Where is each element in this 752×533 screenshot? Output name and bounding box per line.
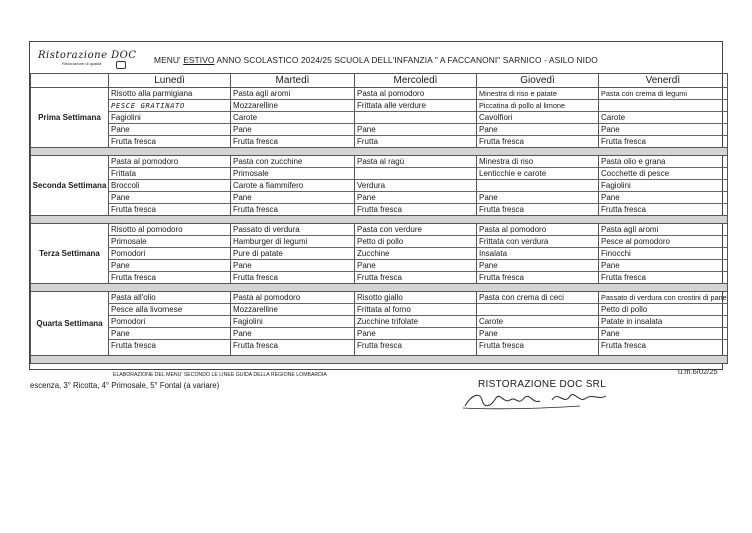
- week-row: [31, 224, 728, 284]
- menu-item: Minestra di riso e patate: [477, 88, 598, 100]
- week-separator: [31, 356, 728, 364]
- day-header-row: [31, 74, 728, 88]
- menu-item: Pane: [599, 124, 727, 136]
- menu-item: Carote: [599, 112, 727, 124]
- menu-item: [599, 100, 727, 112]
- menu-cell: [477, 88, 599, 148]
- week-row: [31, 156, 728, 216]
- menu-item: Pesce alla livornese: [109, 304, 230, 316]
- menu-table: [30, 73, 728, 364]
- week-label: Quarta Settimana: [31, 292, 109, 356]
- menu-item: Frutta fresca: [479, 205, 524, 214]
- menu-item: Frittata: [109, 168, 230, 180]
- menu-item: Pomodori: [109, 316, 230, 328]
- menu-cell: [355, 292, 477, 356]
- page-title: [154, 55, 598, 65]
- menu-item: Frutta fresca: [111, 205, 156, 214]
- menu-item: Frutta fresca: [601, 137, 646, 146]
- menu-item: Fagiolini: [599, 180, 727, 192]
- menu-item: Passato di verdura con crostini di pane: [601, 293, 727, 302]
- menu-cell: [355, 88, 477, 148]
- menu-item: Carote: [477, 316, 598, 328]
- menu-item: Pane: [355, 192, 476, 204]
- menu-cell: [231, 292, 355, 356]
- menu-item: Zucchine trifolate: [355, 316, 476, 328]
- menu-item: Lenticchie e carote: [477, 168, 598, 180]
- menu-item: Pasta con verdure: [355, 224, 476, 236]
- title-part: MENU': [154, 55, 184, 65]
- menu-item: Pasta agli aromi: [231, 88, 354, 100]
- menu-item: Frutta fresca: [111, 341, 156, 350]
- company-logo: [38, 50, 148, 74]
- menu-item: Broccoli: [109, 180, 230, 192]
- menu-item: Pane: [477, 124, 598, 136]
- menu-item: [355, 168, 476, 180]
- menu-item: Petto di pollo: [599, 304, 727, 316]
- menu-item: Pane: [599, 328, 727, 340]
- menu-item: Frittata alle verdure: [355, 100, 476, 112]
- menu-cell: [477, 156, 599, 216]
- menu-item: Frutta fresca: [601, 205, 646, 214]
- menu-cell: [599, 156, 728, 216]
- week-separator: [31, 148, 728, 156]
- company-stamp: RISTORAZIONE DOC SRL: [478, 379, 607, 390]
- menu-item: Hamburger di legumi: [231, 236, 354, 248]
- title-part: SCOLASTICO 2024/25 SCUOLA DELL'INFANZIA " A FACCANONI" SARNICO - ASILO NIDO: [243, 55, 598, 65]
- menu-item: Minestra di riso: [477, 156, 598, 168]
- menu-item: Pane: [477, 260, 598, 272]
- menu-cell: [599, 224, 728, 284]
- day-header: Giovedì: [477, 74, 599, 88]
- corner-cell: [31, 74, 109, 88]
- menu-item: Frutta fresca: [479, 273, 524, 282]
- menu-item: Frutta fresca: [357, 205, 402, 214]
- menu-item: Pane: [109, 328, 230, 340]
- menu-item: Verdura: [355, 180, 476, 192]
- menu-item: Frutta fresca: [233, 205, 278, 214]
- menu-item: Frutta fresca: [601, 341, 646, 350]
- menu-cell: [355, 224, 477, 284]
- menu-item: [477, 304, 598, 316]
- menu-item: Fagiolini: [231, 316, 354, 328]
- menu-item: Pomodori: [109, 248, 230, 260]
- menu-item: Primosale: [231, 168, 354, 180]
- menu-item: Pane: [599, 260, 727, 272]
- logo-tagline: Ristorazione di qualità: [62, 61, 102, 66]
- menu-item: Fagiolini: [109, 112, 230, 124]
- menu-cell: [231, 156, 355, 216]
- menu-cell: [109, 156, 231, 216]
- menu-item: Pasta al ragù: [355, 156, 476, 168]
- menu-item: Pure di patate: [231, 248, 354, 260]
- menu-cell: [477, 224, 599, 284]
- separator-cell: [31, 284, 728, 292]
- menu-item: Carote a fiammifero: [231, 180, 354, 192]
- menu-item: Cavolfiori: [477, 112, 598, 124]
- week-separator: [31, 216, 728, 224]
- menu-item: Mozzarelline: [231, 304, 354, 316]
- menu-item: Cocchette di pesce: [599, 168, 727, 180]
- week-label: Prima Settimana: [31, 88, 109, 148]
- menu-item: Pesce al pomodoro: [599, 236, 727, 248]
- menu-item: Frutta fresca: [233, 341, 278, 350]
- menu-item: Pasta con zucchine: [231, 156, 354, 168]
- separator-cell: [31, 356, 728, 364]
- menu-item: Pane: [355, 124, 476, 136]
- menu-cell: [599, 292, 728, 356]
- menu-item: [477, 180, 598, 192]
- week-label: Seconda Settimana: [31, 156, 109, 216]
- menu-item: Passato di verdura: [231, 224, 354, 236]
- week-row: [31, 292, 728, 356]
- title-part: ANNO: [214, 55, 244, 65]
- menu-cell: [231, 224, 355, 284]
- separator-cell: [31, 148, 728, 156]
- menu-item: Frutta fresca: [479, 341, 524, 350]
- menu-item: Frutta fresca: [357, 273, 402, 282]
- menu-item: Frutta fresca: [233, 137, 278, 146]
- menu-item: Risotto giallo: [355, 292, 476, 304]
- menu-item: Pasta al pomodoro: [109, 156, 230, 168]
- menu-item: Pane: [355, 328, 476, 340]
- menu-item: Pasta al pomodoro: [231, 292, 354, 304]
- menu-cell: [109, 224, 231, 284]
- menu-item: Frutta: [357, 137, 378, 146]
- menu-item: Frittata con verdura: [477, 236, 598, 248]
- menu-item: Zucchine: [355, 248, 476, 260]
- menu-item: Pane: [231, 328, 354, 340]
- day-header: Martedì: [231, 74, 355, 88]
- menu-item: Piccatina di pollo al limone: [477, 100, 598, 112]
- menu-item: Frutta fresca: [601, 273, 646, 282]
- menu-item: Frutta fresca: [111, 273, 156, 282]
- menu-item: Pane: [109, 260, 230, 272]
- menu-item: Mozzarelline: [231, 100, 354, 112]
- menu-item: Carote: [231, 112, 354, 124]
- menu-cell: [599, 88, 728, 148]
- menu-item: Pane: [477, 328, 598, 340]
- day-header: Lunedì: [109, 74, 231, 88]
- menu-cell: [109, 292, 231, 356]
- cheese-rotation-note: escenza, 3° Ricotta, 4° Primosale, 5° Fontal (a variare): [30, 381, 220, 390]
- separator-cell: [31, 216, 728, 224]
- menu-item: Pane: [231, 260, 354, 272]
- menu-item: Petto di pollo: [355, 236, 476, 248]
- guidelines-note: ELABORAZIONE DEL MENU' SECONDO LE LINEE GUIDA DELLA REGIONE LOMBARDIA: [113, 372, 327, 378]
- menu-item: Pane: [599, 192, 727, 204]
- menu-cell: [477, 292, 599, 356]
- menu-item: Finocchi: [599, 248, 727, 260]
- menu-item: Pane: [109, 192, 230, 204]
- day-header: Mercoledì: [355, 74, 477, 88]
- menu-item: Risotto al pomodoro: [109, 224, 230, 236]
- menu-item: Pane: [231, 124, 354, 136]
- logo-name: Ristorazione DOC: [38, 50, 137, 61]
- week-row: [31, 88, 728, 148]
- menu-cell: [355, 156, 477, 216]
- menu-item: Frutta fresca: [357, 341, 402, 350]
- menu-item: Pasta agli aromi: [599, 224, 727, 236]
- menu-item: Risotto alla parmigiana: [109, 88, 230, 100]
- signature: [460, 386, 610, 412]
- menu-item: Pasta con crema di ceci: [477, 292, 598, 304]
- menu-item: Primosale: [109, 236, 230, 248]
- menu-item: Frutta fresca: [111, 137, 156, 146]
- menu-item: Pasta all'olio: [109, 292, 230, 304]
- menu-item: Pasta al pomodoro: [477, 224, 598, 236]
- menu-item: Pane: [231, 192, 354, 204]
- menu-item: Frutta fresca: [479, 137, 524, 146]
- menu-item: [355, 112, 476, 124]
- day-header: Venerdì: [599, 74, 728, 88]
- menu-cell: [231, 88, 355, 148]
- menu-item: PESCE GRATINATO: [109, 100, 230, 112]
- truck-icon: [116, 61, 126, 69]
- version-code: u.m.6/02/25: [678, 367, 718, 376]
- menu-item: Pasta olio e grana: [599, 156, 727, 168]
- menu-item: Insalata: [477, 248, 598, 260]
- menu-cell: [109, 88, 231, 148]
- menu-item: Pasta al pomodoro: [355, 88, 476, 100]
- menu-item: Pasta con crema di legumi: [599, 88, 727, 100]
- menu-item: Pane: [355, 260, 476, 272]
- menu-item: Pane: [109, 124, 230, 136]
- menu-item: Frutta fresca: [233, 273, 278, 282]
- week-label: Terza Settimana: [31, 224, 109, 284]
- menu-item: Frittata al forno: [355, 304, 476, 316]
- week-separator: [31, 284, 728, 292]
- title-season: ESTIVO: [183, 55, 215, 65]
- menu-item: Patate in insalata: [599, 316, 727, 328]
- menu-item: Pane: [477, 192, 598, 204]
